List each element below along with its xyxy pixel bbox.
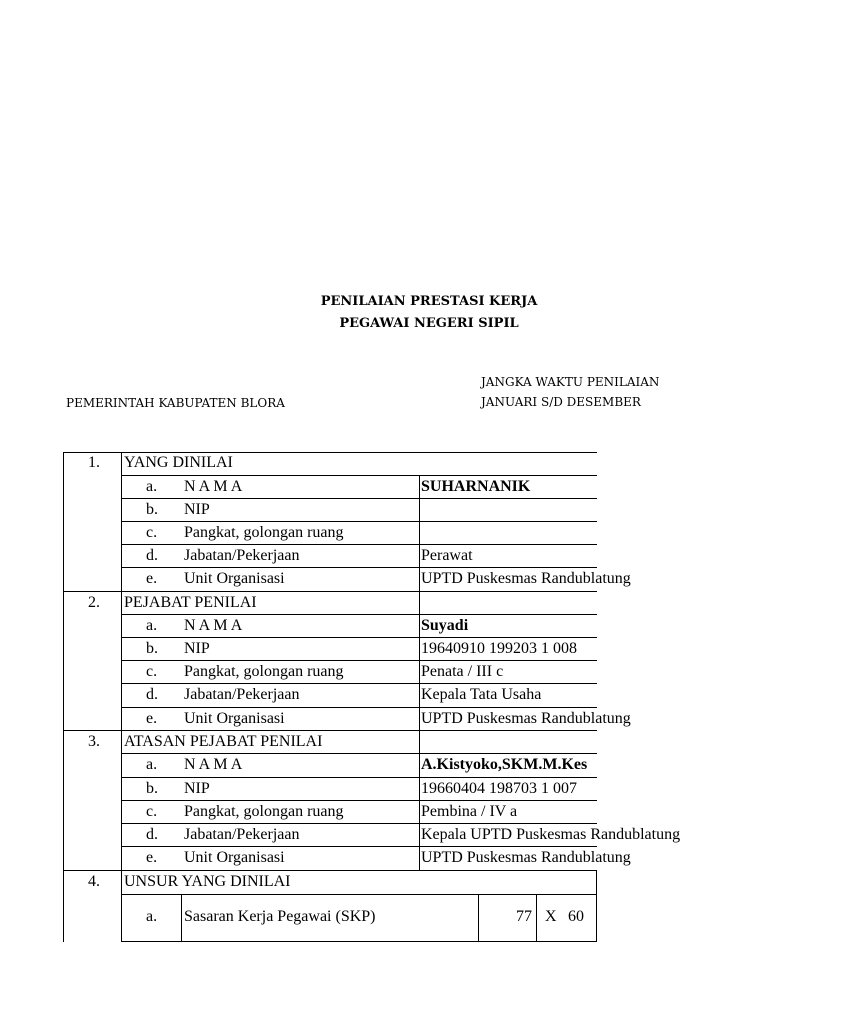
row-letter: b. xyxy=(146,780,158,797)
row-label: N A M A xyxy=(184,478,243,495)
section-number: 3. xyxy=(88,733,100,750)
row-letter: e. xyxy=(146,710,158,727)
table-divider-value xyxy=(419,475,420,870)
section-number: 1. xyxy=(88,454,100,471)
row-letter: a. xyxy=(146,617,158,634)
row-value: Perawat xyxy=(421,547,473,564)
row-label: N A M A xyxy=(184,756,243,773)
table-line xyxy=(121,544,597,545)
row-letter: d. xyxy=(146,547,158,564)
row-letter: a. xyxy=(146,908,158,925)
row-value: UPTD Puskesmas Randublatung xyxy=(421,570,631,587)
table-divider-label xyxy=(181,894,182,942)
row-label: Unit Organisasi xyxy=(184,849,285,866)
row-label: Jabatan/Pekerjaan xyxy=(184,826,300,843)
row-value: 19660404 198703 1 007 xyxy=(421,780,577,797)
row-value: SUHARNANIK xyxy=(421,478,531,495)
period-label: JANGKA WAKTU PENILAIAN xyxy=(481,375,660,389)
document-title: PENILAIAN PRESTASI KERJA xyxy=(320,294,538,309)
table-line-section xyxy=(63,591,597,592)
row-letter: c. xyxy=(146,663,158,680)
row-label: NIP xyxy=(184,780,210,797)
row-letter: a. xyxy=(146,478,158,495)
row-letter: a. xyxy=(146,756,158,773)
organization-name: PEMERINTAH KABUPATEN BLORA xyxy=(66,396,285,410)
table-line xyxy=(121,660,597,661)
table-line xyxy=(121,707,597,708)
table-line xyxy=(121,637,597,638)
row-letter: b. xyxy=(146,640,158,657)
table-line xyxy=(121,777,597,778)
row-label: NIP xyxy=(184,501,210,518)
table-line xyxy=(121,498,597,499)
row-value: A.Kistyoko,SKM.M.Kes xyxy=(421,756,588,773)
table-line xyxy=(121,800,597,801)
score-value: 77 xyxy=(516,908,532,925)
table-line xyxy=(121,894,597,895)
section-title: YANG DINILAI xyxy=(124,454,233,471)
table-border-right xyxy=(596,870,597,942)
period-range: JANUARI S/D DESEMBER xyxy=(481,395,641,409)
row-letter: c. xyxy=(146,803,158,820)
section-number: 4. xyxy=(88,873,100,890)
row-letter: e. xyxy=(146,570,158,587)
row-value: Kepala UPTD Puskesmas Randublatung xyxy=(421,826,681,843)
row-label: Jabatan/Pekerjaan xyxy=(184,547,300,564)
section-number: 2. xyxy=(88,594,100,611)
row-label: Pangkat, golongan ruang xyxy=(184,524,344,541)
row-letter: e. xyxy=(146,849,158,866)
row-letter: b. xyxy=(146,501,158,518)
table-divider-number xyxy=(121,452,122,942)
table-line-section xyxy=(63,730,597,731)
table-divider-multiplier xyxy=(536,894,537,942)
table-line xyxy=(121,475,597,476)
table-line-top xyxy=(63,452,597,453)
row-label: NIP xyxy=(184,640,210,657)
row-value: Penata / III c xyxy=(421,663,504,680)
row-label: N A M A xyxy=(184,617,243,634)
section-title: ATASAN PEJABAT PENILAI xyxy=(124,733,323,750)
table-line-section xyxy=(63,870,597,871)
row-label: Unit Organisasi xyxy=(184,710,285,727)
row-letter: c. xyxy=(146,524,158,541)
row-value: Suyadi xyxy=(421,617,469,634)
table-line xyxy=(121,567,597,568)
row-value: UPTD Puskesmas Randublatung xyxy=(421,710,631,727)
table-line xyxy=(121,753,597,754)
table-line xyxy=(121,683,597,684)
document-subtitle: PEGAWAI NEGERI SIPIL xyxy=(339,316,519,331)
row-value: Pembina / IV a xyxy=(421,803,518,820)
table-line xyxy=(121,614,597,615)
row-label: Pangkat, golongan ruang xyxy=(184,803,344,820)
row-label: Jabatan/Pekerjaan xyxy=(184,686,300,703)
table-line xyxy=(121,823,597,824)
table-line xyxy=(121,846,597,847)
row-label: Pangkat, golongan ruang xyxy=(184,663,344,680)
table-divider-score xyxy=(478,894,479,942)
section-title: UNSUR YANG DINILAI xyxy=(124,873,291,890)
weight-percent: 60 xyxy=(568,908,584,925)
table-line xyxy=(121,941,597,942)
multiplier-sign: X xyxy=(545,908,557,925)
row-value: 19640910 199203 1 008 xyxy=(421,640,577,657)
row-value: UPTD Puskesmas Randublatung xyxy=(421,849,631,866)
row-label: Sasaran Kerja Pegawai (SKP) xyxy=(184,908,376,925)
row-label: Unit Organisasi xyxy=(184,570,285,587)
row-letter: d. xyxy=(146,826,158,843)
table-line xyxy=(121,521,597,522)
row-value: Kepala Tata Usaha xyxy=(421,686,542,703)
section-title: PEJABAT PENILAI xyxy=(124,594,257,611)
row-letter: d. xyxy=(146,686,158,703)
table-border-left xyxy=(63,452,64,942)
